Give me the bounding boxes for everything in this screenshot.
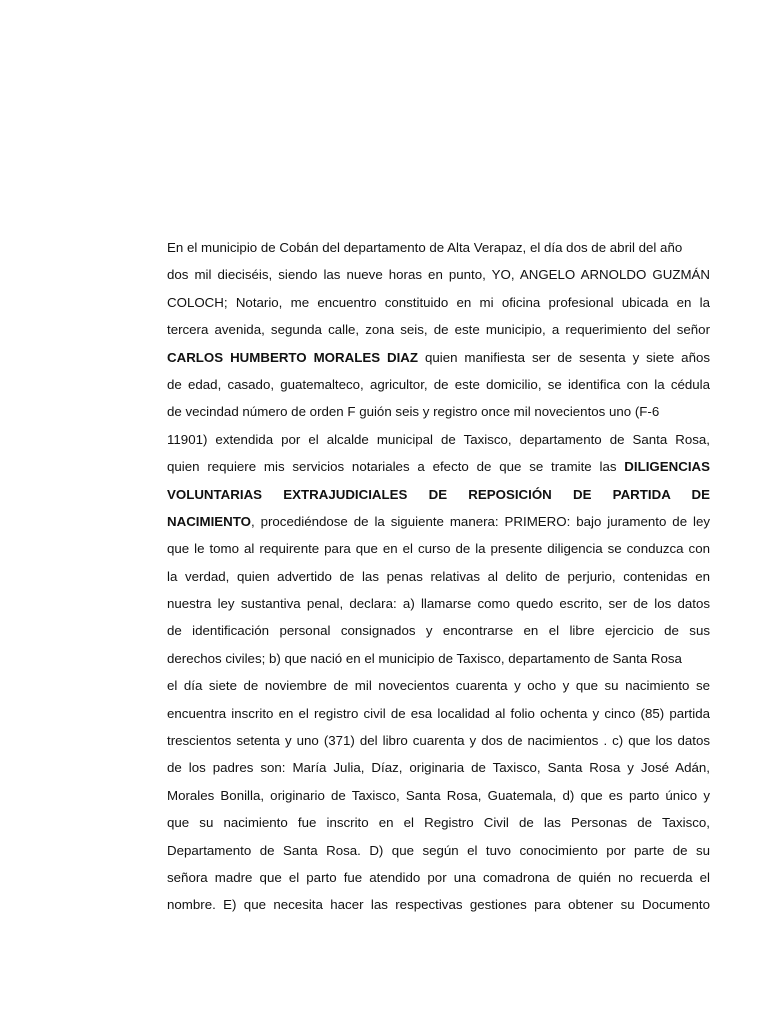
text-line bbox=[167, 617, 710, 644]
text-line bbox=[167, 563, 710, 590]
text-run: , procediéndose de la siguiente manera: PRIMERO: bajo juramento de ley bbox=[250, 513, 710, 529]
text-run: encuentra inscrito en el registro civil de esa localidad al folio ochenta y cinco (85) partida bbox=[167, 705, 710, 721]
text-line bbox=[167, 864, 710, 891]
bold-text-run: NACIMIENTO bbox=[167, 513, 251, 529]
bold-text-run: DILIGENCIAS bbox=[624, 459, 710, 475]
text-line bbox=[167, 700, 710, 727]
text-line bbox=[167, 398, 710, 425]
text-run: que le tomo al requirente para que en el curso de la presente diligencia se conduzca con bbox=[167, 541, 710, 557]
text-run: el día siete de noviembre de mil novecientos cuarenta y ocho y que su nacimiento se bbox=[167, 678, 710, 694]
text-line bbox=[167, 234, 710, 261]
text-line bbox=[167, 754, 710, 781]
text-run: En el municipio de Cobán del departamento de Alta Verapaz, el día dos de abril del año bbox=[167, 240, 683, 255]
text-run: señora madre que el parto fue atendido por una comadrona de quién no recuerda el bbox=[167, 869, 710, 885]
text-line bbox=[167, 289, 710, 316]
text-run: nombre. E) que necesita hacer las respectivas gestiones para obtener su Documento bbox=[167, 897, 710, 913]
text-line bbox=[167, 453, 710, 480]
text-run: que su nacimiento fue inscrito en el Registro Civil de las Personas de Taxisco, bbox=[167, 815, 710, 831]
text-line bbox=[167, 590, 710, 617]
text-line bbox=[167, 316, 710, 343]
text-line bbox=[167, 371, 710, 398]
text-line bbox=[167, 344, 710, 371]
notarial-act-body bbox=[167, 234, 710, 919]
text-line bbox=[167, 891, 710, 918]
text-line bbox=[167, 508, 710, 535]
bold-text-run: VOLUNTARIAS EXTRAJUDICIALES DE REPOSICIÓN DE PARTIDA DE bbox=[167, 486, 710, 502]
text-line bbox=[167, 481, 710, 508]
text-run: Morales Bonilla, originario de Taxisco, Santa Rosa, Guatemala, d) que es parto único y bbox=[167, 787, 710, 803]
text-line bbox=[167, 672, 710, 699]
bold-text-run: CARLOS HUMBERTO MORALES DIAZ bbox=[167, 349, 419, 365]
text-line bbox=[167, 809, 710, 836]
text-run: derechos civiles; b) que nació en el municipio de Taxisco, departamento de Santa Rosa bbox=[167, 650, 682, 666]
text-line bbox=[167, 727, 710, 754]
text-line bbox=[167, 645, 710, 672]
text-run: quien requiere mis servicios notariales a efecto de que se tramite las bbox=[167, 459, 625, 475]
text-run: de identificación personal consignados y encontrarse en el libre ejercicio de sus bbox=[167, 623, 710, 639]
text-line bbox=[167, 261, 710, 288]
text-line bbox=[167, 426, 710, 453]
text-run: de edad, casado, guatemalteco, agricultor, de este domicilio, se identifica con la cédula bbox=[167, 376, 710, 392]
text-run: dos mil dieciséis, siendo las nueve horas en punto, YO, ANGELO ARNOLDO GUZMÁN bbox=[167, 267, 710, 283]
text-run: COLOCH; Notario, me encuentro constituido en mi oficina profesional ubicada en la bbox=[167, 294, 710, 310]
text-run: de los padres son: María Julia, Díaz, originaria de Taxisco, Santa Rosa y José Adán, bbox=[167, 760, 710, 776]
text-run: Departamento de Santa Rosa. D) que según el tuvo conocimiento por parte de su bbox=[167, 842, 710, 858]
text-line bbox=[167, 782, 710, 809]
text-run: de vecindad número de orden F guión seis y registro once mil novecientos uno (F-6 bbox=[167, 404, 660, 420]
text-line bbox=[167, 837, 710, 864]
text-run: nuestra ley sustantiva penal, declara: a) llamarse como quedo escrito, ser de los datos bbox=[167, 596, 710, 612]
text-run: quien manifiesta ser de sesenta y siete años bbox=[418, 349, 710, 365]
text-run: trescientos setenta y uno (371) del libro cuarenta y dos de nacimientos . c) que los datos bbox=[167, 733, 710, 749]
text-run: 11901) extendida por el alcalde municipal de Taxisco, departamento de Santa Rosa, bbox=[167, 431, 710, 447]
text-run: la verdad, quien advertido de las penas relativas al delito de perjurio, contenidas en bbox=[167, 568, 710, 584]
text-line bbox=[167, 535, 710, 562]
text-run: tercera avenida, segunda calle, zona seis, de este municipio, a requerimiento del señor bbox=[167, 322, 710, 338]
